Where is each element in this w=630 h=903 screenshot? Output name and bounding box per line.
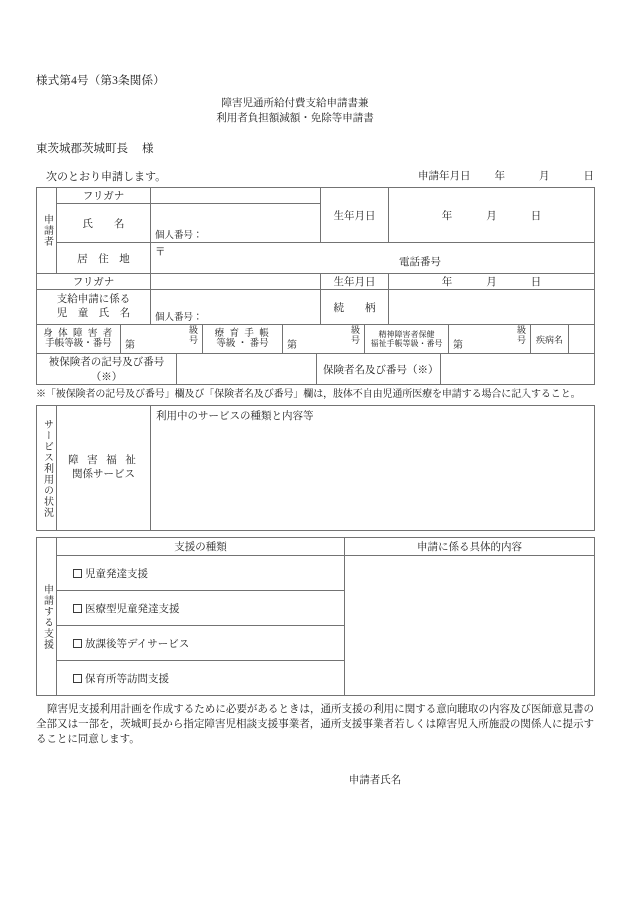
ryoiku-cert-label-line2: 等級 ・ 番号 bbox=[216, 339, 269, 350]
application-date-year[interactable]: 年 bbox=[494, 171, 505, 183]
application-date-day[interactable]: 日 bbox=[583, 171, 594, 183]
insured-symbol-number-value[interactable] bbox=[177, 354, 317, 385]
child-furigana-value[interactable] bbox=[151, 274, 321, 290]
ryoiku-cert-gou: 号 bbox=[350, 334, 360, 345]
applicant-furigana-row bbox=[37, 188, 595, 204]
child-my-number-label: 個人番号： bbox=[155, 313, 203, 324]
form-body bbox=[36, 72, 594, 787]
mental-health-cert-value[interactable] bbox=[449, 325, 531, 354]
applicant-furigana-value[interactable] bbox=[151, 188, 321, 204]
child-birth-label: 生年月日 bbox=[321, 274, 389, 290]
physical-cert-gou: 号 bbox=[188, 334, 198, 345]
form-number: 様式第4号（第3条関係） bbox=[36, 75, 165, 87]
service-usage-content-cell[interactable] bbox=[151, 406, 595, 531]
physical-disability-cert-label bbox=[37, 325, 121, 354]
physical-disability-cert-label-line1: 身 体 障 害 者 bbox=[43, 328, 114, 339]
support-option-label: 児童発達支援 bbox=[85, 568, 148, 580]
disease-name-value[interactable] bbox=[569, 325, 595, 354]
support-option-after-school-day-service[interactable] bbox=[57, 626, 345, 661]
mental-health-cert-label-line1: 精神障害者保健 bbox=[378, 330, 435, 340]
service-usage-vertical-label: サービス利用の状況 bbox=[41, 418, 53, 518]
mental-cert-kyu: 級 bbox=[516, 325, 526, 336]
ryoiku-cert-kyu: 級 bbox=[350, 325, 360, 336]
mental-cert-gou: 号 bbox=[516, 334, 526, 345]
support-type-header: 支援の種類 bbox=[57, 538, 345, 556]
applicant-address-label: 居 住 地 bbox=[57, 243, 151, 274]
postal-mark-icon: 〒 bbox=[155, 247, 166, 259]
disease-name-label: 疾病名 bbox=[531, 325, 569, 354]
support-vertical-label: 申請する支援 bbox=[41, 583, 53, 650]
document-title-line2: 利用者負担額減額・免除等申請書 bbox=[216, 113, 374, 125]
child-furigana-row bbox=[37, 274, 595, 290]
child-birth-value[interactable] bbox=[389, 274, 595, 290]
application-date-row bbox=[418, 168, 594, 183]
applicant-phone-label: 電話番号 bbox=[399, 257, 441, 269]
document-title bbox=[36, 96, 594, 126]
insurer-name-number-label: 保険者名及び番号（※） bbox=[317, 354, 441, 385]
physical-disability-cert-value[interactable] bbox=[121, 325, 203, 354]
support-option-nursery-visit-support[interactable] bbox=[57, 661, 345, 696]
signature-line: 申請者氏名 bbox=[348, 775, 402, 787]
welfare-service-label bbox=[57, 406, 151, 531]
insurance-note: ※「被保険者の記号及び番号」欄及び「保険者名及び番号」欄は，肢体不自由児通所医療を申請する場合に記入すること。 bbox=[36, 389, 581, 401]
ryoiku-cert-label bbox=[203, 325, 283, 354]
ryoiku-cert-label-line1: 療 育 手 帳 bbox=[214, 328, 271, 339]
child-name-value-cell[interactable] bbox=[151, 290, 321, 325]
child-relation-label: 続 柄 bbox=[321, 290, 389, 325]
application-date-label: 申請年月日 bbox=[418, 171, 471, 183]
applicant-vertical-label-cell bbox=[37, 188, 57, 274]
service-usage-table bbox=[36, 405, 595, 531]
checkbox-icon[interactable] bbox=[73, 569, 82, 578]
welfare-service-label-line1: 障 害 福 祉 bbox=[68, 454, 139, 466]
child-name-label-line1: 支給申請に係る bbox=[56, 294, 131, 306]
applicant-furigana-label: フリガナ bbox=[57, 188, 151, 204]
lead-text: 次のとおり申請します。 bbox=[46, 171, 167, 184]
service-usage-content-header: 利用中のサービスの種類と内容等 bbox=[156, 411, 314, 423]
applicant-birth-day: 日 bbox=[530, 210, 542, 222]
applicant-address-row bbox=[37, 243, 595, 274]
service-usage-row bbox=[37, 406, 595, 531]
mental-cert-kyu-gou bbox=[517, 326, 526, 345]
physical-cert-kyu: 級 bbox=[188, 325, 198, 336]
child-birth-day: 日 bbox=[530, 277, 542, 289]
mental-health-cert-label-line2: 福祉手帳等級・番号 bbox=[370, 339, 443, 349]
applicant-table bbox=[36, 187, 595, 325]
certificate-table bbox=[36, 324, 595, 354]
mental-health-cert-label bbox=[365, 325, 449, 354]
lead-and-date-row bbox=[36, 168, 594, 183]
applicant-address-value-cell[interactable] bbox=[151, 243, 595, 274]
checkbox-icon[interactable] bbox=[73, 639, 82, 648]
document-title-line1: 障害児通所給付費支給申請書兼 bbox=[221, 98, 369, 109]
addressee-name: 東茨城郡茨城町長 bbox=[36, 143, 128, 156]
application-date-month[interactable]: 月 bbox=[539, 171, 550, 183]
child-name-row bbox=[37, 290, 595, 325]
applicant-vertical-label: 申請者 bbox=[41, 214, 53, 248]
service-usage-vertical-label-cell bbox=[37, 406, 57, 531]
support-item-row bbox=[37, 556, 595, 591]
support-option-medical-child-development[interactable] bbox=[57, 591, 345, 626]
support-option-label: 保育所等訪問支援 bbox=[85, 673, 169, 685]
support-detail-value[interactable] bbox=[345, 556, 595, 696]
applicant-name-value-cell[interactable] bbox=[151, 204, 321, 243]
applicant-birth-label: 生年月日 bbox=[321, 188, 389, 243]
welfare-service-label-line2: 関係サービス bbox=[72, 469, 135, 481]
ryoiku-cert-kyu-gou bbox=[351, 326, 360, 345]
insurance-table bbox=[36, 353, 595, 385]
certificate-row bbox=[37, 325, 595, 354]
applicant-birth-value[interactable] bbox=[389, 188, 595, 243]
support-detail-header: 申請に係る具体的内容 bbox=[345, 538, 595, 556]
support-option-child-development[interactable] bbox=[57, 556, 345, 591]
applicant-birth-year: 年 bbox=[441, 210, 453, 222]
child-birth-month: 月 bbox=[486, 277, 497, 289]
checkbox-icon[interactable] bbox=[73, 674, 82, 683]
applicant-my-number-label: 個人番号： bbox=[155, 231, 203, 242]
child-relation-value[interactable] bbox=[389, 290, 595, 325]
child-name-label bbox=[37, 290, 151, 325]
physical-disability-cert-label-line2: 手帳等級・番号 bbox=[45, 339, 112, 350]
support-option-label: 放課後等デイサービス bbox=[85, 638, 190, 650]
insured-symbol-number-label: 被保険者の記号及び番号（※） bbox=[37, 354, 177, 385]
physical-cert-dai: 第 bbox=[125, 340, 135, 352]
child-furigana-label: フリガナ bbox=[37, 274, 151, 290]
support-header-row bbox=[37, 538, 595, 556]
ryoiku-cert-value[interactable] bbox=[283, 325, 365, 354]
checkbox-icon[interactable] bbox=[73, 604, 82, 613]
insurer-name-number-value[interactable] bbox=[441, 354, 595, 385]
addressee-line bbox=[36, 140, 594, 156]
child-name-label-line2: 児 童 氏 名 bbox=[56, 308, 131, 320]
insurance-row bbox=[37, 354, 595, 385]
consent-paragraph: 障害児支援利用計画を作成するために必要があるときは，通所支援の利用に関する意向聴取の内容及び医師意見書の全部又は一部を，茨城町長から指定障害児相談支援事業者，通所支援事業者若しくは障害児入所施設の関係人に提示することに同意します。 bbox=[36, 704, 594, 746]
ryoiku-cert-dai: 第 bbox=[287, 340, 297, 352]
applicant-name-label: 氏 名 bbox=[57, 204, 151, 243]
support-option-label: 医療型児童発達支援 bbox=[85, 603, 180, 615]
child-birth-year: 年 bbox=[441, 277, 453, 289]
support-vertical-label-cell bbox=[37, 538, 57, 696]
applicant-birth-month: 月 bbox=[486, 210, 497, 222]
support-table bbox=[36, 537, 595, 696]
physical-cert-kyu-gou bbox=[189, 326, 198, 345]
addressee-honorific: 様 bbox=[142, 143, 154, 156]
mental-cert-dai: 第 bbox=[453, 340, 463, 352]
